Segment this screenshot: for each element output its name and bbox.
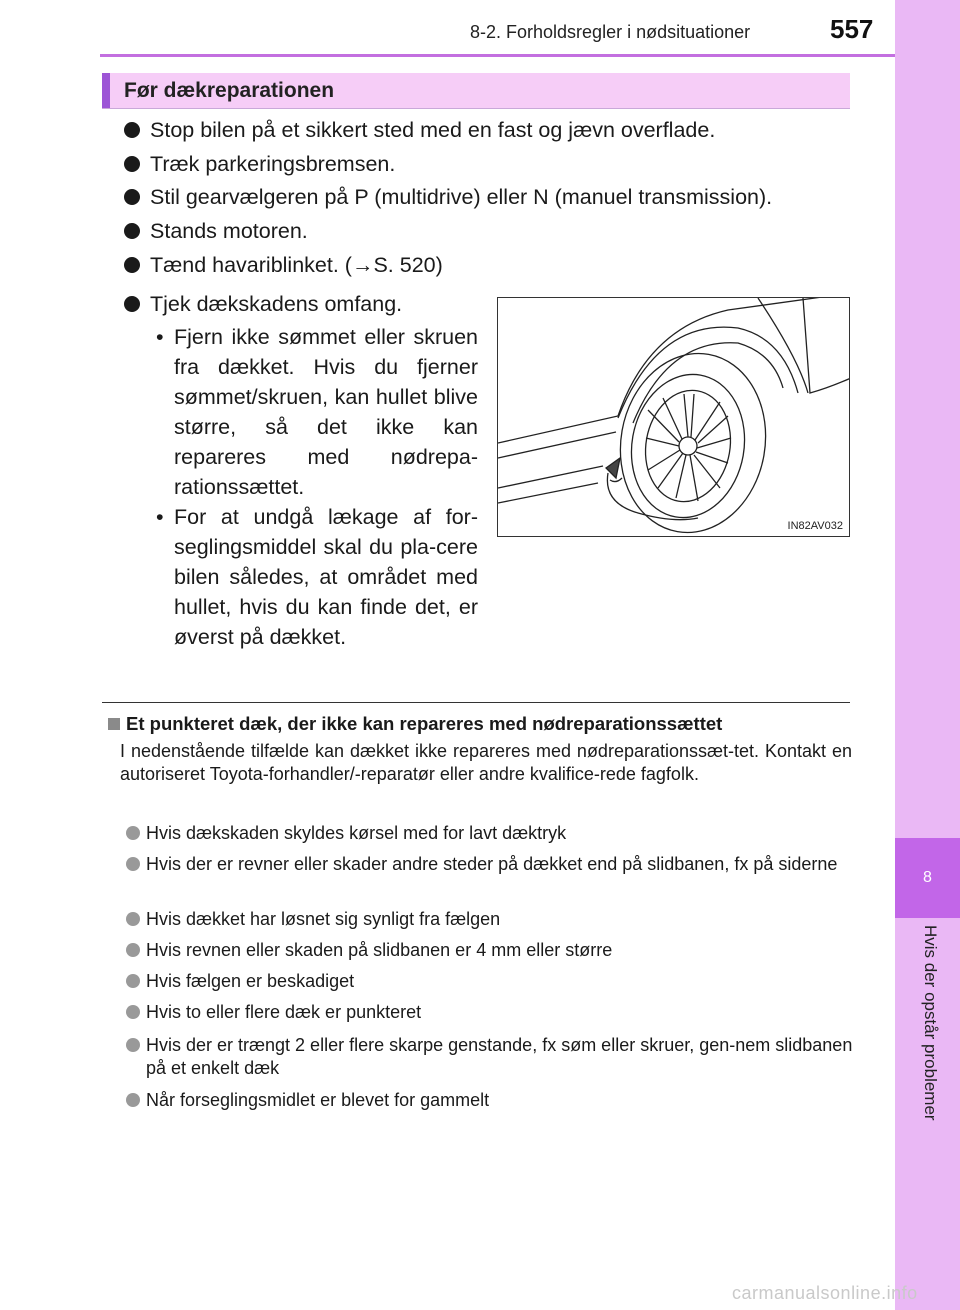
condition-text: Hvis der er trængt 2 eller flere skarpe genstande, fx søm eller skruer, gen-nem slidbanen på et enkelt dæk (146, 1035, 853, 1078)
step-item (124, 219, 308, 244)
unrepairable-heading-text: Et punkteret dæk, der ikke kan repareres med nødreparationssættet (126, 713, 723, 734)
sub-bullet-text: Fjern ikke sømmet eller skruen fra dækket. Hvis du fjerner sømmet/skruen, kan hullet blive større, så det ikke kan repareres med nødrepa-rationssættet. (174, 325, 478, 499)
tire-figure (497, 297, 850, 537)
condition-text: Hvis dækket har løsnet sig synligt fra fælgen (146, 909, 501, 929)
bullet-icon (124, 122, 140, 138)
bullet-icon (124, 257, 140, 273)
gray-bullet-icon (126, 1038, 140, 1052)
square-bullet-icon (108, 718, 120, 730)
condition-item (124, 970, 854, 993)
unrepairable-intro: I nedenstående tilfælde kan dækket ikke repareres med nødreparationssæt-tet. Kontakt en autoriseret Toyota-forhandler/-reparatør eller andre kvalifice-rede fagfolk. (120, 741, 852, 784)
condition-item (124, 853, 854, 876)
step-item (124, 292, 402, 317)
bullet-icon (124, 189, 140, 205)
bullet-icon (124, 156, 140, 172)
header-rule (100, 54, 895, 57)
section-divider (102, 702, 850, 703)
sub-bullet-item (152, 322, 478, 502)
step-text: Tjek dækskadens omfang. (150, 292, 403, 316)
condition-text: Hvis fælgen er beskadiget (146, 971, 355, 991)
page-number: 557 (830, 14, 874, 44)
gray-bullet-icon (126, 826, 140, 840)
step-text: Stop bilen på et sikkert sted med en fast og jævn overflade. (150, 118, 716, 142)
sub-bullet-dot: • (156, 325, 164, 349)
unrepairable-heading (108, 713, 722, 735)
gray-bullet-icon (126, 1093, 140, 1107)
condition-item (124, 1089, 854, 1112)
sub-bullet-list (152, 322, 478, 652)
condition-item (124, 1034, 854, 1080)
condition-text: Hvis to eller flere dæk er punkteret (146, 1002, 422, 1022)
condition-item (124, 908, 854, 931)
gray-bullet-icon (126, 1005, 140, 1019)
gray-bullet-icon (126, 974, 140, 988)
heading-underline (102, 108, 850, 109)
sub-bullet-dot: • (156, 505, 164, 529)
condition-text: Når forseglingsmidlet er blevet for gammelt (146, 1090, 490, 1110)
step-text: Træk parkeringsbremsen. (150, 152, 396, 176)
condition-item (124, 822, 854, 845)
step-text: Tænd havariblinket. (→S. 520) (150, 253, 443, 277)
before-repair-heading (102, 73, 850, 109)
sub-bullet-text: For at undgå lækage af for-seglingsmiddel skal du pla-cere bilen således, at området med hullet, hvis du kan finde det, er øverst på dækket. (174, 505, 478, 649)
bullet-icon (124, 223, 140, 239)
condition-text: Hvis revnen eller skaden på slidbanen er 4 mm eller større (146, 940, 613, 960)
figure-code: IN82AV032 (787, 520, 843, 532)
condition-item (124, 1001, 854, 1024)
step-item (124, 253, 443, 278)
step-item (124, 152, 395, 177)
step-item (124, 118, 715, 143)
section-label: 8-2. Forholdsregler i nødsituationer (470, 22, 751, 42)
step-text: Stil gearvælgeren på P (multidrive) eller N (manuel transmission). (150, 185, 773, 209)
watermark: carmanualsonline.info (732, 1283, 918, 1303)
gray-bullet-icon (126, 857, 140, 871)
condition-item (124, 939, 854, 962)
step-item (124, 185, 772, 210)
sub-bullet-item (152, 502, 478, 652)
gray-bullet-icon (126, 943, 140, 957)
chapter-title: Hvis der opstår problemer (921, 925, 940, 1121)
condition-text: Hvis der er revner eller skader andre steder på dækket end på slidbanen, fx på siderne (146, 854, 838, 874)
condition-text: Hvis dækskaden skyldes kørsel med for lavt dæktryk (146, 823, 567, 843)
chapter-tab[interactable] (895, 838, 960, 918)
before-repair-heading-text: Før dækreparationen (124, 79, 335, 102)
bullet-icon (124, 296, 140, 312)
tire-illustration (498, 298, 850, 537)
chapter-number: 8 (923, 869, 932, 886)
step-text: Stands motoren. (150, 219, 308, 243)
gray-bullet-icon (126, 912, 140, 926)
